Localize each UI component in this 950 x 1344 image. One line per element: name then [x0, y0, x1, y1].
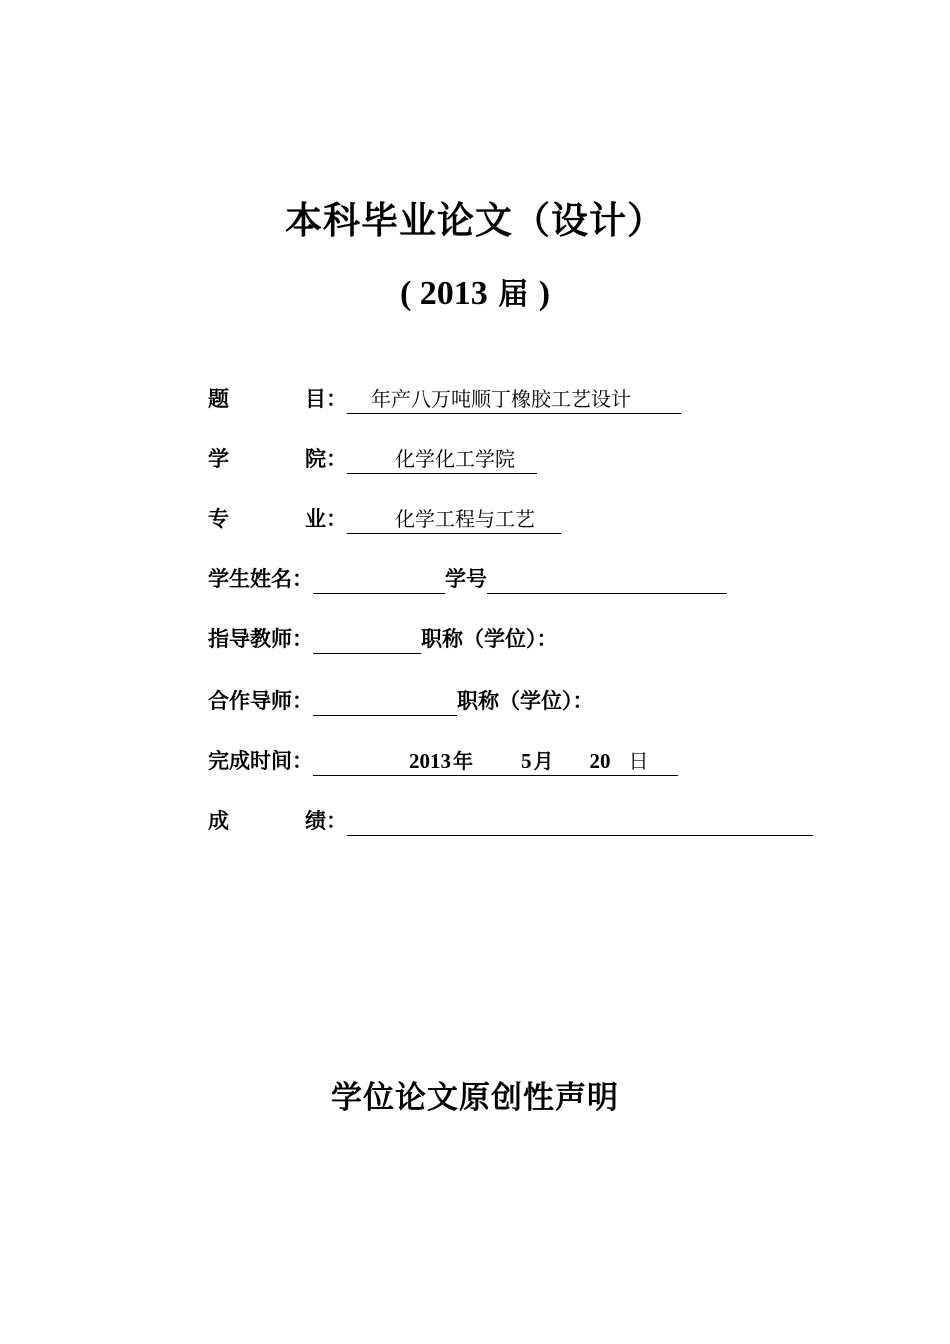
page-title: 本科毕业论文（设计） — [285, 199, 665, 242]
completion-date-value[interactable] — [313, 746, 678, 776]
advisor-title-label: 职称（学位）： — [421, 627, 558, 651]
student-name-input[interactable] — [313, 564, 445, 594]
advisor-colon: ： — [292, 627, 313, 651]
completion-month: 5 — [521, 749, 532, 773]
college-label: 学 院 — [208, 447, 326, 471]
topic-colon: ： — [326, 387, 347, 411]
co-advisor-input[interactable] — [313, 686, 457, 716]
student-name-colon: ： — [292, 567, 313, 591]
field-topic — [208, 380, 681, 414]
completion-label: 完成时间 — [208, 749, 292, 773]
field-completion-date — [208, 742, 678, 776]
field-student — [208, 560, 727, 594]
major-colon: ： — [326, 507, 347, 531]
year-open-paren: ( — [399, 275, 420, 312]
co-advisor-label: 合作导师 — [208, 689, 292, 713]
completion-colon: ： — [292, 749, 313, 773]
year-close-paren: ) — [538, 275, 551, 312]
advisor-label: 指导教师 — [208, 627, 292, 651]
college-colon: ： — [326, 447, 347, 471]
grade-colon: ： — [326, 809, 347, 833]
co-advisor-title-label: 职称（学位）： — [457, 689, 594, 713]
cohort-year — [0, 270, 950, 319]
year-cohort-suffix: 届 — [487, 277, 539, 312]
completion-year-unit: 年 — [453, 749, 473, 773]
advisor-input[interactable] — [313, 624, 421, 654]
topic-value[interactable]: 年产八万吨顺丁橡胶工艺设计 — [347, 384, 681, 414]
student-id-label: 学号 — [445, 567, 487, 591]
major-label: 专 业 — [208, 507, 326, 531]
declaration-title: 学位论文原创性声明 — [331, 1080, 619, 1116]
student-id-input[interactable] — [487, 564, 727, 594]
college-value[interactable]: 化学化工学院 — [347, 444, 537, 474]
student-name-label: 学生姓名 — [208, 567, 292, 591]
completion-day: 20 — [589, 749, 611, 773]
completion-month-unit: 月 — [533, 749, 554, 773]
grade-label: 成 绩 — [208, 809, 326, 833]
year-number: 2013 — [419, 275, 488, 312]
field-college — [208, 440, 537, 474]
completion-year: 2013 — [409, 749, 451, 773]
co-advisor-colon: ： — [292, 689, 313, 713]
field-co-advisor — [208, 682, 594, 716]
field-grade — [208, 802, 813, 836]
completion-day-unit: 日 — [628, 749, 649, 773]
field-advisor — [208, 620, 558, 654]
major-value[interactable]: 化学工程与工艺 — [347, 504, 561, 534]
field-major — [208, 500, 561, 534]
topic-label: 题 目 — [208, 387, 326, 411]
grade-input[interactable] — [347, 806, 813, 836]
